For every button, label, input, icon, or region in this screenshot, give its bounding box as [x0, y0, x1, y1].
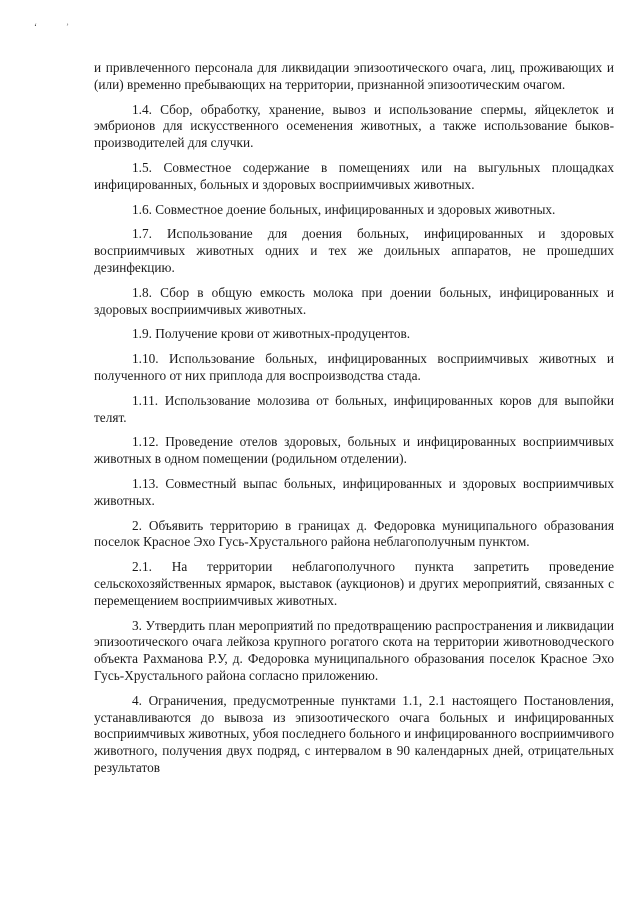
paragraph-2-1	[94, 559, 614, 609]
paragraph-1-6	[94, 202, 614, 219]
paragraph-text: Сбор, обработку, хранение, вывоз и использование спермы, яйцеклеток и эмбрионов для искусственного осеменения животных, а также использование быков-производителей для случки.	[94, 101, 614, 151]
paragraph-text: Утвердить план мероприятий по предотвращению распространения и ликвидации эпизоотического очага лейкоза крупного рогатого скота на территории животноводческого объекта Рахманова Р.У, д. Федоровка муниципального образования поселок Красное Эхо Гусь-Хрустального района согласно приложению.	[94, 617, 614, 683]
paragraph-text: На территории неблагополучного пункта запретить проведение сельскохозяйственных ярмарок, выставок (аукционов) и других мероприятий, связанных с перемещением восприимчивых животных.	[94, 559, 614, 608]
paragraph-1-10	[94, 351, 614, 385]
paragraph-1-13	[94, 476, 614, 510]
paragraph-1-9	[94, 326, 614, 343]
paragraph-number: 1.5.	[132, 159, 152, 175]
paragraph-text: Объявить территорию в границах д. Федоровка муниципального образования поселок Красное Эхо Гусь-Хрустального района неблагополучным пунктом.	[94, 517, 614, 550]
paragraph-1-8	[94, 285, 614, 319]
paragraph-number: 1.9.	[132, 326, 152, 342]
paragraph-number: 1.4.	[132, 101, 152, 117]
paragraph-number: 1.8.	[132, 284, 152, 300]
paragraph-4	[94, 693, 614, 777]
paragraph-text: Совместный выпас больных, инфицированных и здоровых восприимчивых животных.	[94, 475, 614, 508]
paragraph-3	[94, 618, 614, 685]
paragraph-number: 4.	[132, 692, 142, 708]
paragraph-continuation	[94, 60, 614, 94]
paragraph-number: 1.7.	[132, 226, 152, 242]
paragraph-text: Получение крови от животных-продуцентов.	[155, 326, 411, 342]
paragraph-number: 1.10.	[132, 351, 159, 367]
paragraph-text: Проведение отелов здоровых, больных и инфицированных восприимчивых животных в одном помещении (родильном отделении).	[94, 434, 614, 467]
paragraph-text: Совместное доение больных, инфицированных и здоровых животных.	[155, 201, 556, 217]
paragraph-number: 1.6.	[132, 201, 152, 217]
paragraph-1-12	[94, 434, 614, 468]
scan-mark: ‘	[34, 22, 37, 32]
paragraph-text: Использование для доения больных, инфицированных и здоровых восприимчивых животных одних и тех же доильных аппаратов, не прошедших дезинфекцию.	[94, 226, 614, 275]
paragraph-1-5	[94, 160, 614, 194]
paragraph-number: 2.1.	[132, 559, 152, 575]
document-body	[94, 60, 614, 785]
paragraph-number: 1.11.	[132, 392, 159, 408]
paragraph-number: 1.12.	[132, 434, 159, 450]
paragraph-number: 3.	[132, 617, 142, 633]
paragraph-text: Использование молозива от больных, инфицированных коров для выпойки телят.	[94, 392, 614, 425]
paragraph-1-4	[94, 102, 614, 152]
paragraph-1-7	[94, 226, 614, 276]
paragraph-text: и привлеченного персонала для ликвидации эпизоотического очага, лиц, проживающих и (или) временно пребывающих на территории, признанной эпизоотическим очагом.	[94, 60, 614, 92]
paragraph-text: Ограничения, предусмотренные пунктами 1.1, 2.1 настоящего Постановления, устанавливаются до вывоза из эпизоотического очага больных и инфицированных восприимчивых животных, убоя последнего больного и инфицированного восприимчивого животного, получения двух подряд, с интервалом в 90 календарных дней, отрицательных результатов	[94, 692, 614, 775]
paragraph-2	[94, 518, 614, 552]
paragraph-text: Использование больных, инфицированных восприимчивых животных и полученного от них приплода для воспроизводства стада.	[94, 351, 614, 383]
paragraph-number: 2.	[132, 517, 142, 533]
scan-mark: ’	[66, 22, 69, 32]
paragraph-1-11	[94, 393, 614, 427]
paragraph-number: 1.13.	[132, 475, 159, 491]
paragraph-text: Сбор в общую емкость молока при доении больных, инфицированных и здоровых восприимчивых животных.	[94, 284, 615, 317]
paragraph-text: Совместное содержание в помещениях или на выгульных площадках инфицированных, больных и здоровых восприимчивых животных.	[94, 159, 614, 192]
